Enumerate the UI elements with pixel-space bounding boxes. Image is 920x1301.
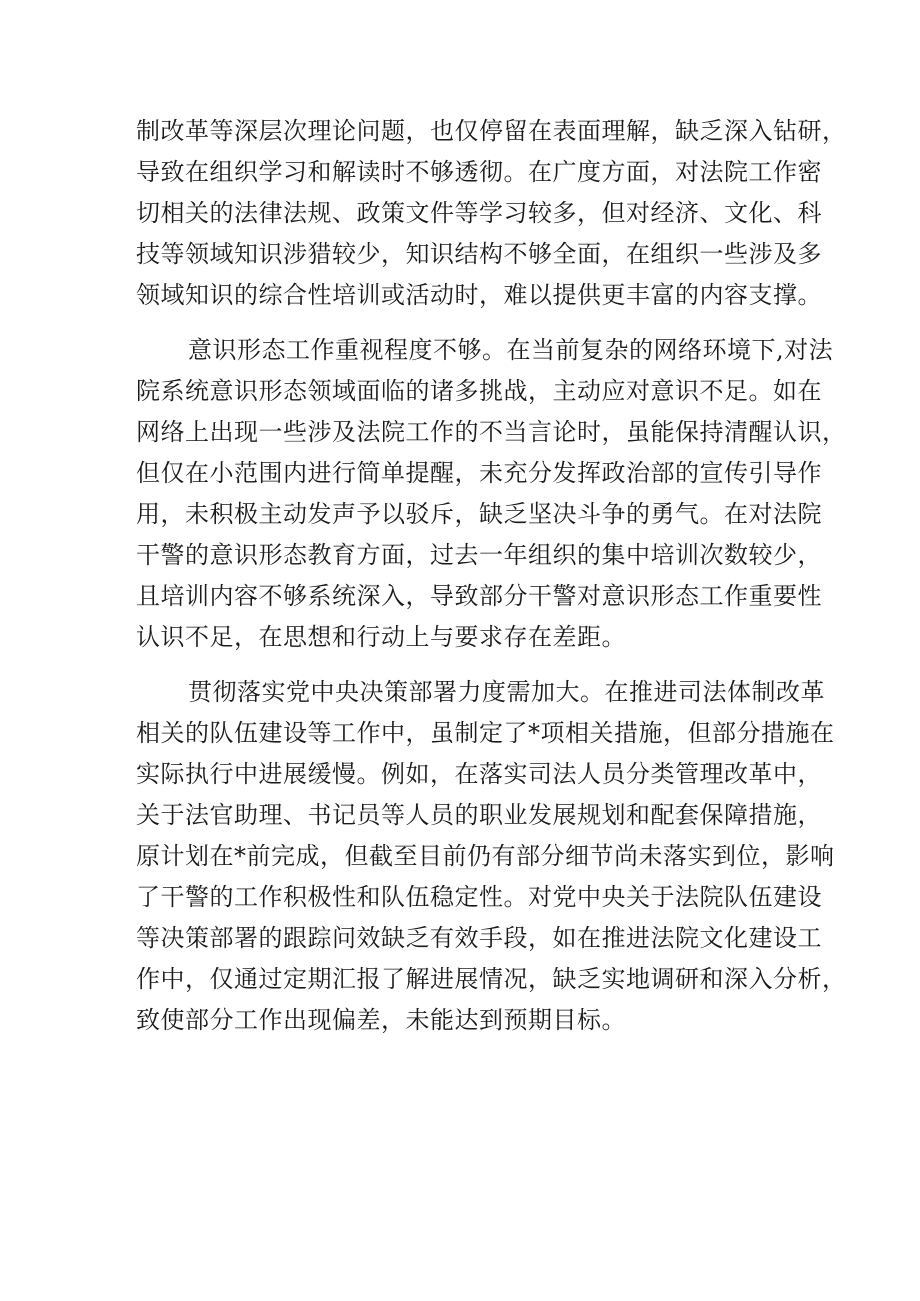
- text-line: 等决策部署的跟踪问效缺乏有效手段，如在推进法院文化建设工: [136, 924, 822, 952]
- text-line: 原计划在*前完成，但截至目前仍有部分细节尚未落实到位，影响: [136, 842, 835, 870]
- text-line: 相关的队伍建设等工作中，虽制定了*项相关措施，但部分措施在: [136, 719, 835, 747]
- text-line: 用，未积极主动发声予以驳斥，缺乏坚决斗争的勇气。在对法院: [136, 500, 822, 528]
- text-line: 制改革等深层次理论问题，也仅停留在表面理解，缺乏深入钻研，: [136, 117, 847, 145]
- text-line: 但仅在小范围内进行简单提醒，未充分发挥政治部的宣传引导作: [136, 459, 822, 487]
- text-line: 贯彻落实党中央决策部署力度需加大。在推进司法体制改革: [188, 678, 825, 706]
- text-line: 作中，仅通过定期汇报了解进展情况，缺乏实地调研和深入分析，: [136, 965, 847, 993]
- text-line: 且培训内容不够系统深入，导致部分干警对意识形态工作重要性: [136, 582, 822, 610]
- paragraph-3: [136, 672, 847, 1041]
- text-line: 关于法官助理、书记员等人员的职业发展规划和配套保障措施，: [136, 801, 822, 829]
- text-line: 切相关的法律法规、政策文件等学习较多，但对经济、文化、科: [136, 199, 822, 227]
- paragraph-1: [136, 111, 847, 316]
- text-line: 了干警的工作积极性和队伍稳定性。对党中央关于法院队伍建设: [136, 883, 822, 911]
- paragraph-2: [136, 330, 847, 658]
- document-body: [136, 111, 847, 1041]
- text-line: 干警的意识形态教育方面，过去一年组织的集中培训次数较少，: [136, 541, 822, 569]
- text-line: 实际执行中进展缓慢。例如，在落实司法人员分类管理改革中，: [136, 760, 822, 788]
- text-line: 技等领域知识涉猎较少，知识结构不够全面，在组织一些涉及多: [136, 240, 822, 268]
- text-line: 意识形态工作重视程度不够。在当前复杂的网络环境下,对法: [188, 336, 834, 364]
- text-line: 院系统意识形态领域面临的诸多挑战，主动应对意识不足。如在: [136, 377, 822, 405]
- text-line: 致使部分工作出现偏差，未能达到预期目标。: [136, 1006, 626, 1034]
- paragraph-gap: [136, 658, 796, 672]
- paragraph-gap: [136, 316, 796, 330]
- text-line: 领域知识的综合性培训或活动时，难以提供更丰富的内容支撑。: [136, 281, 822, 309]
- text-line: 导致在组织学习和解读时不够透彻。在广度方面，对法院工作密: [136, 158, 822, 186]
- text-line: 网络上出现一些涉及法院工作的不当言论时，虽能保持清醒认识，: [136, 418, 847, 446]
- text-line: 认识不足，在思想和行动上与要求存在差距。: [136, 623, 626, 651]
